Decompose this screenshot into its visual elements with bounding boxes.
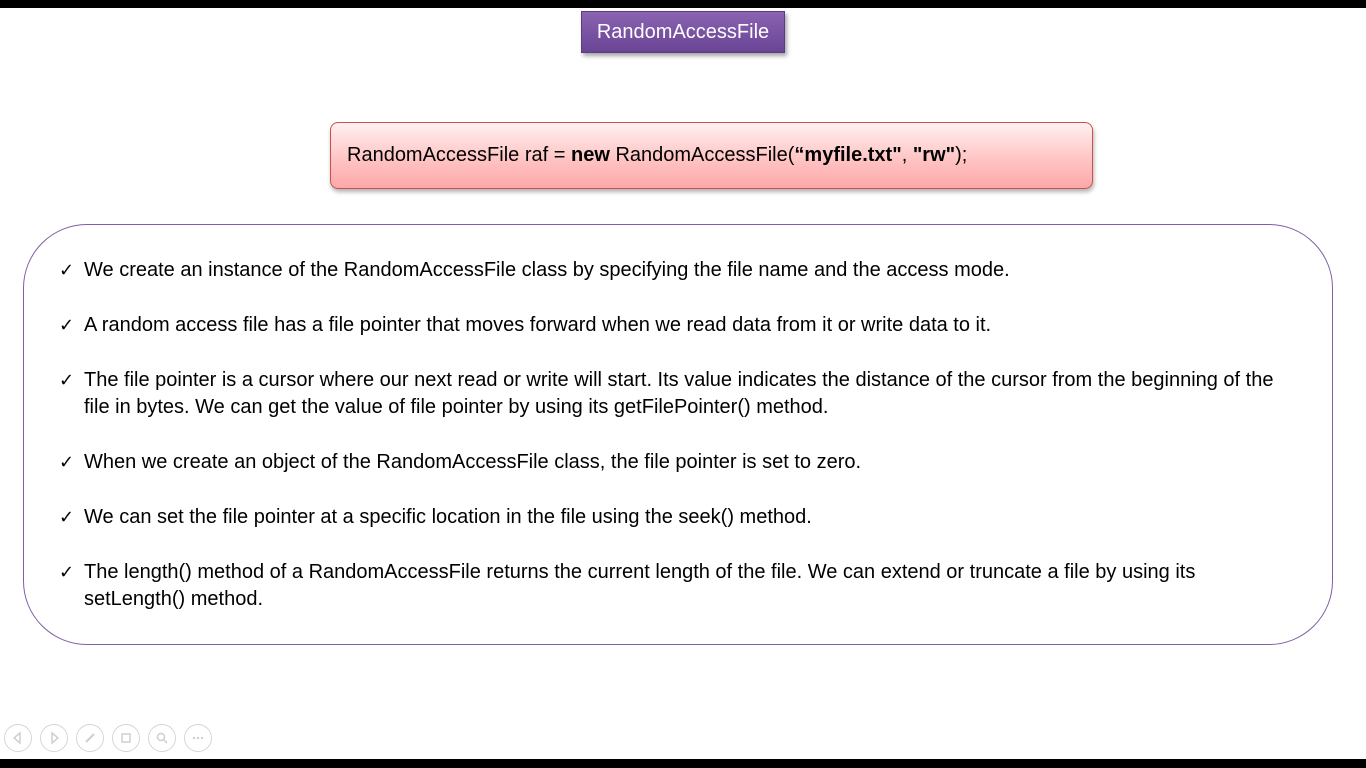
checkmark-icon: ✓ [59,315,75,336]
bullet-text: When we create an object of the RandomAccessFile class, the file pointer is set to zero. [84,451,862,473]
bullet-item [59,504,1299,531]
checkmark-icon: ✓ [59,562,75,583]
slide [0,8,1366,759]
bullet-text: We create an instance of the RandomAccessFile class by specifying the file name and the access mode. [84,259,1010,281]
more-icon[interactable] [184,724,212,752]
zoom-icon[interactable] [148,724,176,752]
code-part: RandomAccessFile( [609,144,795,166]
checkmark-icon: ✓ [59,370,75,391]
bullet-text: A random access file has a file pointer that moves forward when we read data from it or write data to it. [84,314,992,336]
slide-title [581,11,785,53]
bullet-item [59,257,1299,284]
previous-icon[interactable] [4,724,32,752]
code-string: “myfile.txt" [794,144,902,166]
bullet-text: The length() method of a RandomAccessFile returns the current length of the file. We can extend or truncate a file by using its setLength() method. [84,561,1196,610]
code-snippet-box [330,122,1093,189]
slideshow-nav-toolbar [4,724,212,754]
bullet-item [59,367,1299,421]
slide-title-text: RandomAccessFile [596,20,770,43]
bullet-list-box [23,224,1333,645]
checkmark-icon: ✓ [59,452,75,473]
bullet-item [59,312,1299,339]
bullet-item [59,449,1299,476]
code-part: RandomAccessFile raf = [347,144,571,166]
bullet-item [59,559,1299,613]
next-icon[interactable] [40,724,68,752]
pen-icon[interactable] [76,724,104,752]
checkmark-icon: ✓ [59,260,75,281]
code-part: , [901,144,913,166]
code-keyword: new [570,144,610,166]
code-string: "rw" [912,144,956,166]
bullet-list [59,257,1299,641]
bullet-text: The file pointer is a cursor where our next read or write will start. Its value indicates the distance of the cursor from the beginning of the file in bytes. We can get the value of file pointer by using its getFilePointer() method. [84,369,1274,418]
slides-icon[interactable] [112,724,140,752]
code-part: ); [955,144,968,166]
checkmark-icon: ✓ [59,507,75,528]
bullet-text: We can set the file pointer at a specific location in the file using the seek() method. [84,506,812,528]
